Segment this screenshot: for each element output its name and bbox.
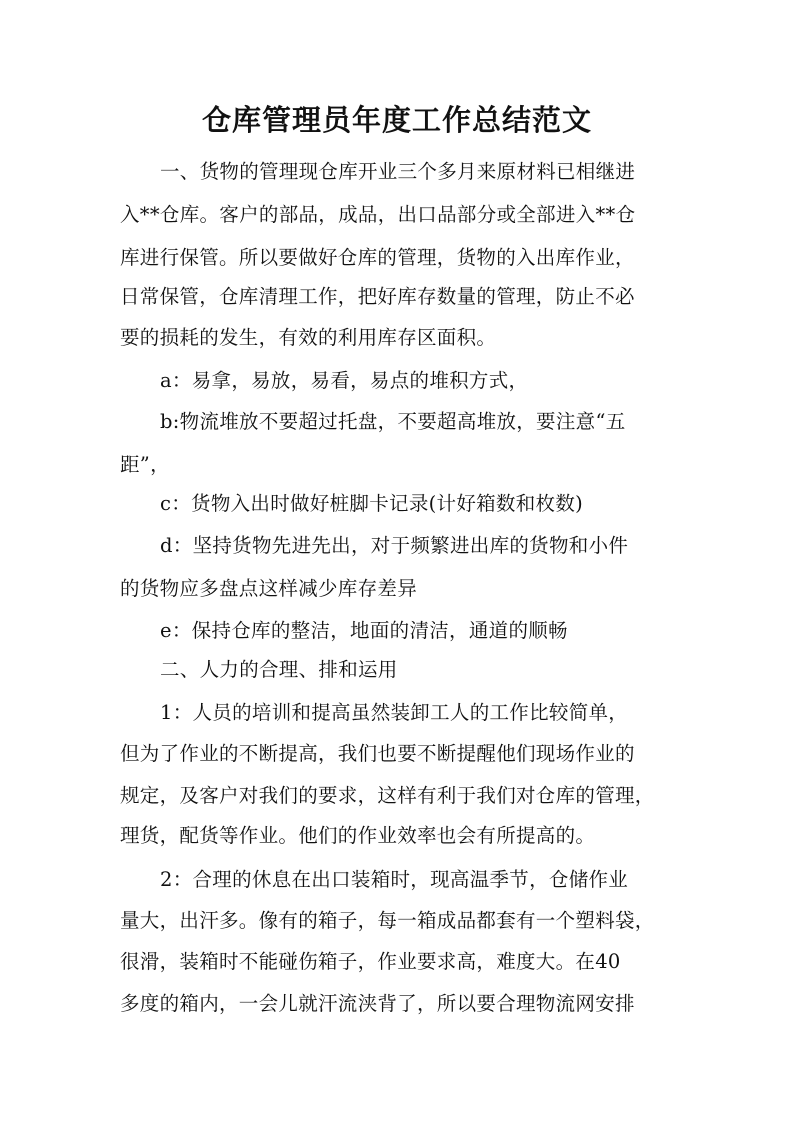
text-line: 但为了作业的不断提高，我们也要不断提醒他们现场作业的 [120,742,635,765]
text-line: 日常保管，仓库清理工作，把好库存数量的管理，防止不必 [120,285,635,308]
text-line: b:物流堆放不要超过托盘，不要超高堆放，要注意“五 [160,410,626,433]
document-title: 仓库管理员年度工作总结范文 [201,103,592,137]
text-line: 2：合理的休息在出口装箱时，现高温季节，仓储作业 [160,868,629,891]
text-line: 理货，配货等作业。他们的作业效率也会有所提高的。 [120,824,596,847]
text-line: 入**仓库。客户的部品，成品，出口品部分或全部进入**仓 [120,203,636,226]
text-line: c：货物入出时做好桩脚卡记录(计好箱数和枚数) [160,492,584,515]
text-line: 要的损耗的发生，有效的利用库存区面积。 [120,326,497,349]
text-line: 一、货物的管理现仓库开业三个多月来原材料已相继进 [160,160,636,183]
text-line: 距”， [120,453,170,476]
text-line: d：坚持货物先进先出，对于频繁进出库的货物和小件 [160,534,629,557]
text-line: 二、人力的合理、排和运用 [160,658,398,681]
text-line: a：易拿，易放，易看，易点的堆积方式， [160,369,529,392]
text-line: 库进行保管。所以要做好仓库的管理，货物的入出库作业， [120,246,635,269]
text-line: 1：人员的培训和提高虽然装卸工人的工作比较简单， [160,701,629,724]
text-line: 很滑，装箱时不能碰伤箱子，作业要求高，难度大。在40 [120,950,621,973]
text-line: 规定，及客户对我们的要求，这样有利于我们对仓库的管理， [120,784,655,807]
text-line: 量大，出汗多。像有的箱子，每一箱成品都套有一个塑料袋， [120,909,655,932]
text-line: 的货物应多盘点这样减少库存差异 [120,577,418,600]
text-line: e：保持仓库的整洁，地面的清洁，通道的顺畅 [160,619,568,642]
text-line: 多度的箱内，一会儿就汗流浃背了，所以要合理物流网安排 [120,992,635,1015]
